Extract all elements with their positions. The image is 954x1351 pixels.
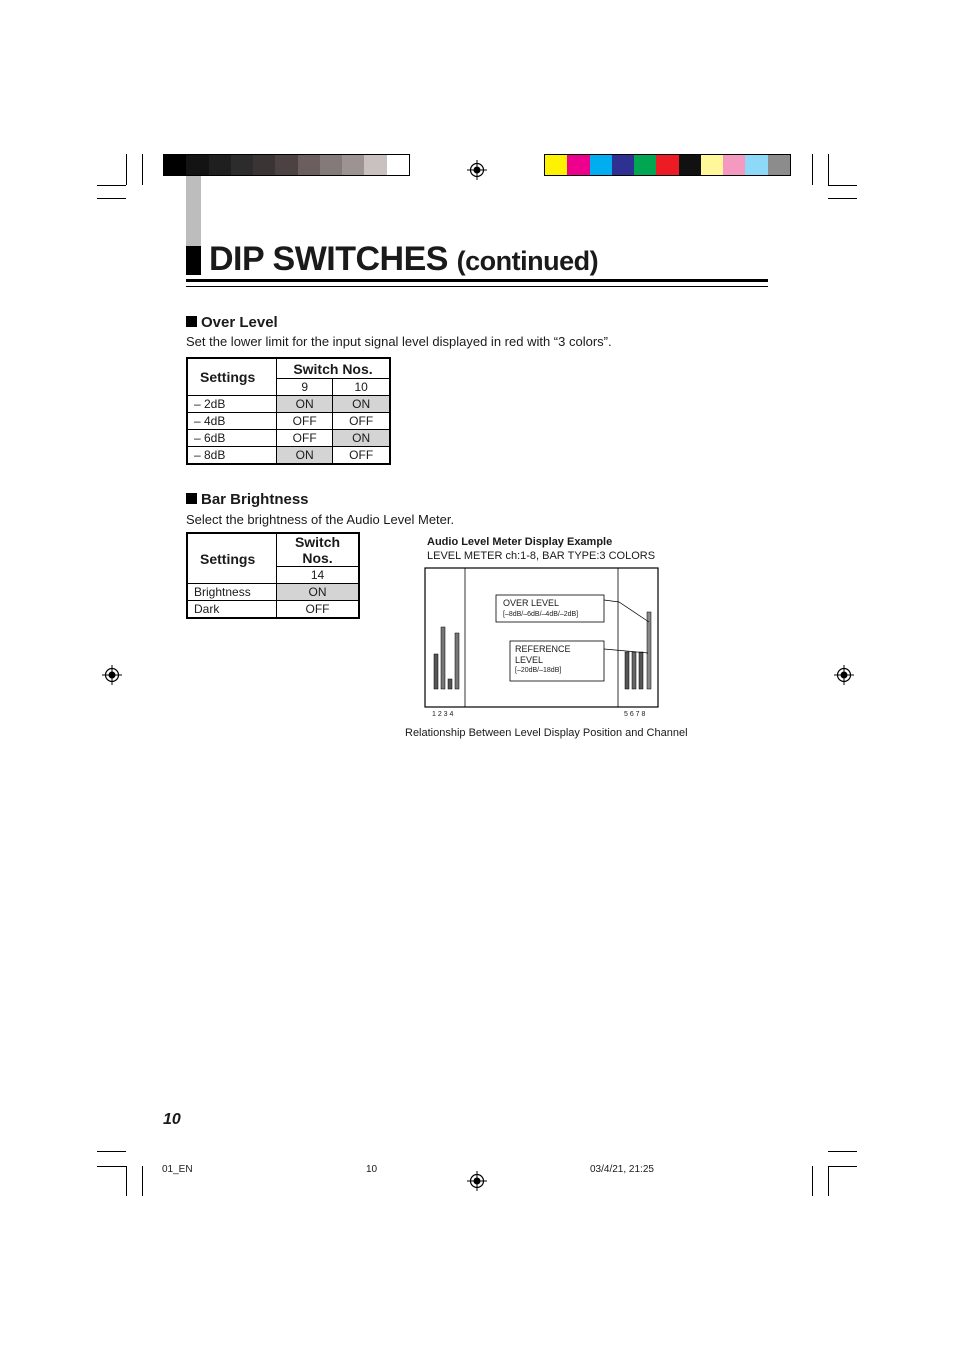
switch-state: ON (333, 430, 390, 447)
crop-mark (97, 185, 126, 186)
over-level-label: OVER LEVEL (503, 598, 560, 608)
meter-bar-ch1 (434, 654, 438, 689)
switch-number: 14 (277, 567, 360, 584)
crop-mark (828, 154, 829, 185)
color-swatch (364, 155, 386, 175)
page-number: 10 (163, 1111, 181, 1128)
switch-state: ON (277, 447, 333, 465)
crop-mark (812, 1166, 813, 1196)
table-row (187, 413, 390, 430)
title-rule (186, 279, 768, 282)
page-title-sub: (continued) (456, 246, 599, 276)
switch-state: ON (277, 584, 360, 601)
meter-bar-ch7 (639, 652, 643, 689)
reference-level-range: [–20dB/–18dB] (515, 667, 562, 674)
switch-state: OFF (333, 447, 390, 465)
color-swatch (320, 155, 342, 175)
color-swatch (634, 155, 656, 175)
setting-label: – 6dB (187, 430, 277, 447)
switch-state: ON (277, 396, 333, 413)
color-swatch (701, 155, 723, 175)
reference-level-label: REFERENCE (515, 644, 571, 654)
registration-mark-icon (834, 665, 854, 685)
page-title-main: DIP SWITCHES (209, 240, 448, 278)
over-level-description: Set the lower limit for the input signal level displayed in red with “3 colors”. (186, 334, 612, 349)
meter-bar-ch6 (632, 652, 636, 689)
color-swatch (342, 155, 364, 175)
crop-mark (828, 1151, 857, 1152)
square-bullet-icon (186, 316, 197, 327)
meter-example-title: Audio Level Meter Display Example (427, 536, 613, 548)
color-swatch (186, 155, 208, 175)
meter-bar-ch2 (441, 627, 445, 689)
right-channel-numbers: 5 6 7 8 (624, 711, 646, 718)
switch-number: 9 (277, 379, 333, 396)
over-level-range: [–8dB/–6dB/–4dB/–2dB] (503, 611, 579, 618)
over-level-heading-text: Over Level (201, 314, 278, 331)
meter-bar-ch4 (455, 633, 459, 689)
registration-mark-icon (467, 160, 487, 180)
bar-brightness-table (186, 532, 360, 619)
crop-mark (97, 1151, 126, 1152)
reference-level-label-2: LEVEL (515, 655, 544, 665)
switch-state: OFF (277, 430, 333, 447)
bar-brightness-heading (186, 491, 309, 508)
meter-bar-ch8 (647, 612, 651, 689)
square-bullet-icon (186, 493, 197, 504)
title-side-strip (186, 176, 201, 246)
color-swatch (164, 155, 186, 175)
switch-state: OFF (333, 413, 390, 430)
color-swatch (387, 155, 409, 175)
setting-label: – 8dB (187, 447, 277, 465)
meter-bar-ch5 (625, 652, 629, 689)
left-channel-numbers: 1 2 3 4 (432, 711, 454, 718)
color-swatch (656, 155, 678, 175)
grayscale-swatch-bar (163, 154, 410, 176)
color-swatch (253, 155, 275, 175)
color-swatch (612, 155, 634, 175)
page-title (209, 240, 598, 279)
title-rule-thin (186, 286, 768, 287)
crop-mark (828, 1166, 857, 1167)
table-row (187, 584, 359, 601)
over-level-heading (186, 314, 278, 331)
bar-brightness-heading-text: Bar Brightness (201, 491, 309, 508)
meter-example-subtitle: LEVEL METER ch:1-8, BAR TYPE:3 COLORS (427, 550, 656, 562)
level-meter-diagram (424, 567, 660, 709)
crop-mark (126, 1166, 127, 1196)
crop-mark (97, 1166, 126, 1167)
crop-mark (812, 154, 813, 185)
switch-number: 10 (333, 379, 390, 396)
crop-mark (142, 1166, 143, 1196)
color-swatch (298, 155, 320, 175)
color-swatch (590, 155, 612, 175)
settings-header: Settings (187, 533, 277, 584)
setting-label: – 4dB (187, 413, 277, 430)
color-swatch (275, 155, 297, 175)
color-swatch (768, 155, 790, 175)
color-swatch (545, 155, 567, 175)
registration-mark-icon (467, 1171, 487, 1191)
color-swatch-bar (544, 154, 791, 176)
color-swatch (679, 155, 701, 175)
footer-page: 10 (366, 1164, 378, 1175)
table-row (187, 601, 359, 619)
color-swatch (723, 155, 745, 175)
settings-header: Settings (187, 358, 277, 396)
switch-state: OFF (277, 601, 360, 619)
switch-nos-header: Switch Nos. (277, 533, 360, 567)
meter-bar-ch3 (448, 679, 452, 689)
table-row (187, 447, 390, 465)
table-row (187, 396, 390, 413)
registration-mark-icon (102, 665, 122, 685)
color-swatch (745, 155, 767, 175)
crop-mark (142, 154, 143, 185)
setting-label: – 2dB (187, 396, 277, 413)
color-swatch (209, 155, 231, 175)
switch-state: OFF (277, 413, 333, 430)
over-level-table (186, 357, 391, 465)
switch-nos-header: Switch Nos. (277, 358, 391, 379)
footer-timestamp: 03/4/21, 21:25 (590, 1164, 654, 1175)
crop-mark (828, 185, 857, 186)
crop-mark (126, 154, 127, 185)
setting-label: Brightness (187, 584, 277, 601)
color-swatch (567, 155, 589, 175)
meter-caption: Relationship Between Level Display Position and Channel (405, 727, 688, 739)
footer-file-id: 01_EN (162, 1164, 193, 1175)
setting-label: Dark (187, 601, 277, 619)
title-marker (186, 246, 201, 275)
table-row (187, 430, 390, 447)
color-swatch (231, 155, 253, 175)
crop-mark (828, 1166, 829, 1196)
crop-mark (97, 198, 126, 199)
bar-brightness-description: Select the brightness of the Audio Level Meter. (186, 512, 455, 527)
crop-mark (828, 198, 857, 199)
switch-state: ON (333, 396, 390, 413)
